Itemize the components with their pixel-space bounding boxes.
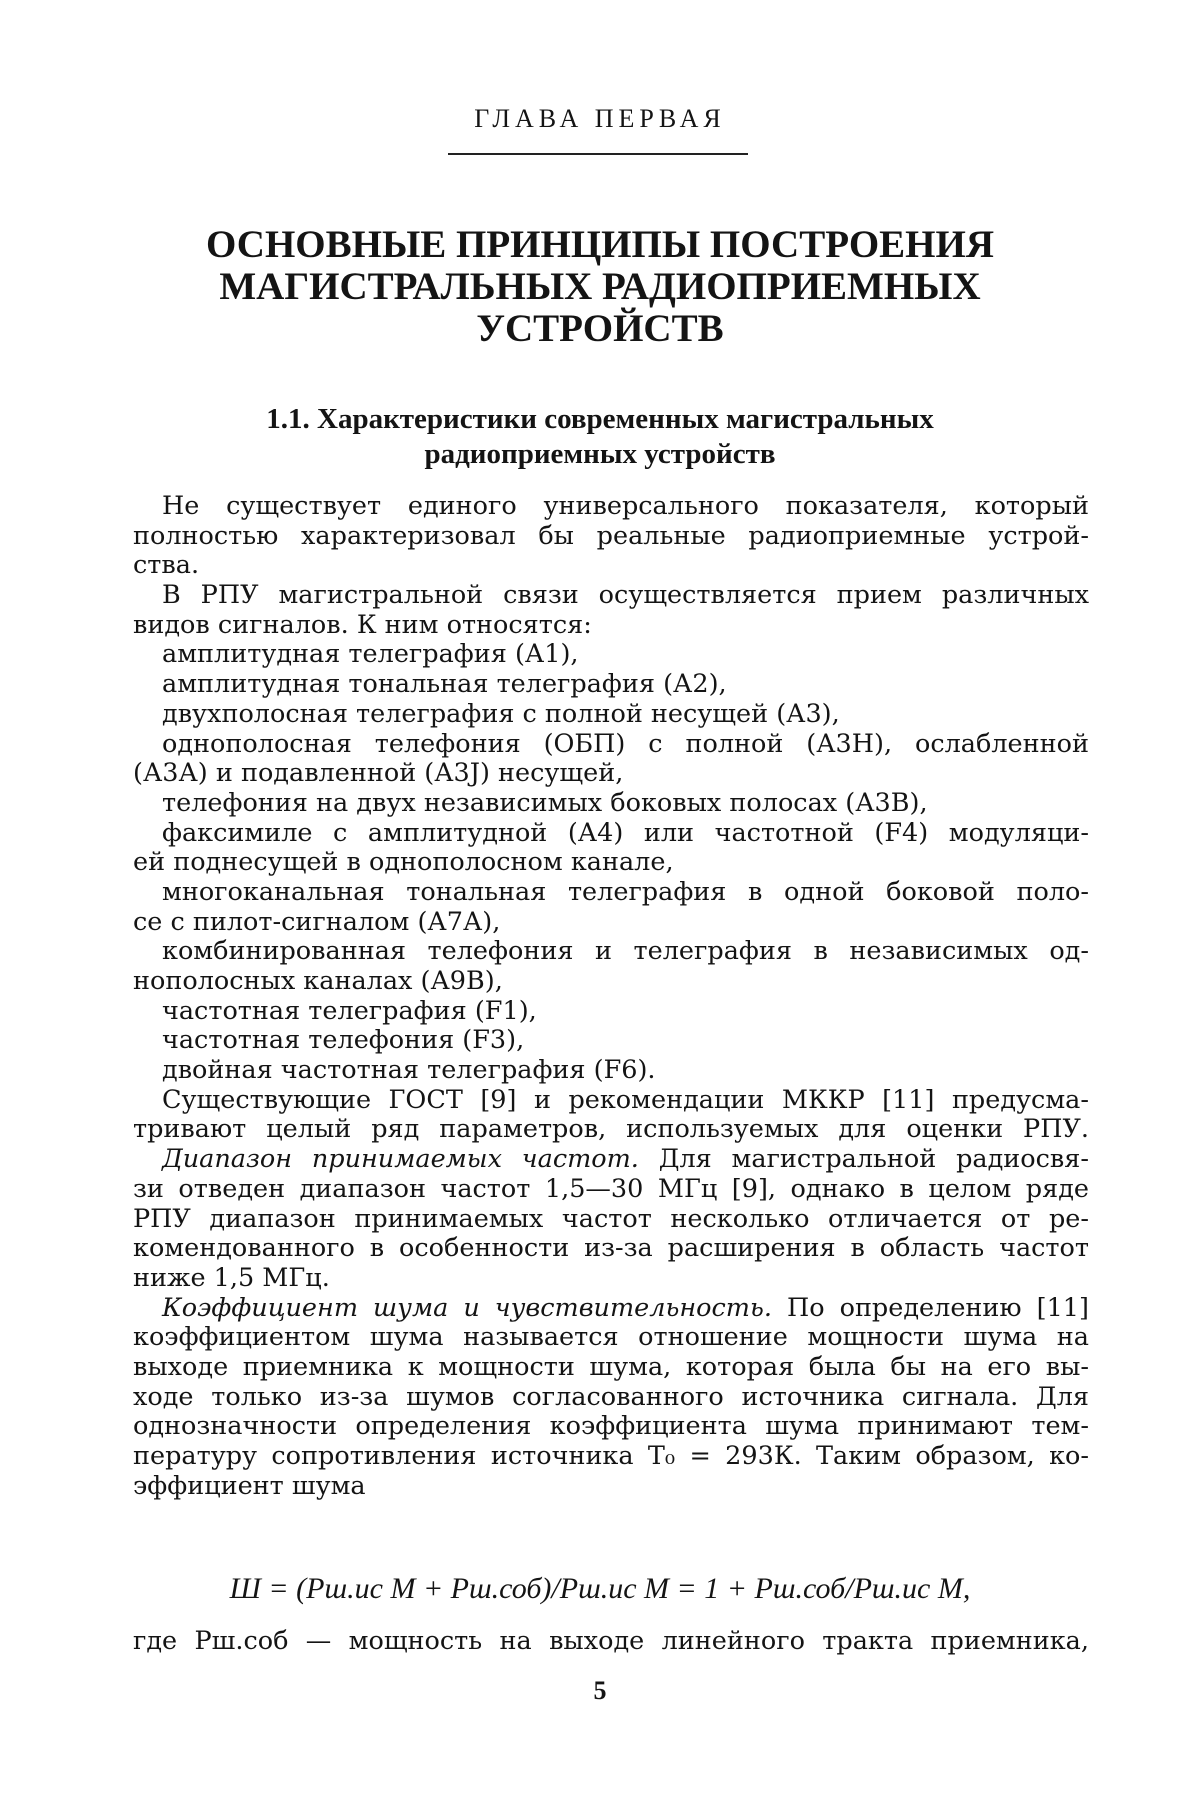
list-item: амплитудная тональная телеграфия (А2),: [133, 670, 1089, 700]
text-line: ства.: [133, 551, 1089, 581]
section-heading-line: радиоприемных устройств: [0, 437, 1200, 472]
text-line: комендованного в особенности из-за расширения в область частот: [133, 1234, 1089, 1264]
text-line: ниже 1,5 МГц.: [133, 1264, 1089, 1294]
list-item: комбинированная телефония и телеграфия в независимых од-: [133, 937, 1089, 967]
chapter-title-line: УСТРОЙСТВ: [0, 308, 1200, 350]
text-line: полностью характеризовал бы реальные радиоприемные устрой-: [133, 522, 1089, 552]
list-item: телефония на двух независимых боковых полосах (А3В),: [133, 789, 1089, 819]
list-item: факсимиле с амплитудной (А4) или частотной (F4) модуляци-: [133, 819, 1089, 849]
text-line: се с пилот-сигналом (А7А),: [133, 908, 1089, 938]
text-line: (А3А) и подавленной (А3J) несущей,: [133, 759, 1089, 789]
text-line: эффициент шума: [133, 1472, 1089, 1502]
text-line: где Pш.соб — мощность на выходе линейного тракта приемника,: [133, 1626, 1089, 1656]
text-line: пературу сопротивления источника T₀ = 293К. Таким образом, ко-: [133, 1442, 1089, 1472]
text-run: Для магистральной радиосвя-: [639, 1144, 1089, 1174]
list-item: двойная частотная телеграфия (F6).: [133, 1056, 1089, 1086]
text-line: ходе только из-за шумов согласованного источника сигнала. Для: [133, 1383, 1089, 1413]
list-item: двухполосная телеграфия с полной несущей (А3),: [133, 700, 1089, 730]
noise-figure-formula: Ш = (Pш.ис M + Pш.соб)/Pш.ис M = 1 + Pш.соб/Pш.ис M,: [0, 1572, 1200, 1606]
list-item: частотная телефония (F3),: [133, 1026, 1089, 1056]
text-line: В РПУ магистральной связи осуществляется прием различных: [133, 581, 1089, 611]
text-line: однозначности определения коэффициента шума принимают тем-: [133, 1412, 1089, 1442]
text-line: нополосных каналах (А9В),: [133, 967, 1089, 997]
text-line: РПУ диапазон принимаемых частот несколько отличается от ре-: [133, 1205, 1089, 1235]
text-line: выходе приемника к мощности шума, которая была бы на его вы-: [133, 1353, 1089, 1383]
text-line: [133, 1145, 1089, 1175]
chapter-title-line: ОСНОВНЫЕ ПРИНЦИПЫ ПОСТРОЕНИЯ: [0, 224, 1200, 266]
text-line: зи отведен диапазон частот 1,5—30 МГц [9], однако в целом ряде: [133, 1175, 1089, 1205]
book-page: [0, 0, 1200, 1800]
text-line: ей поднесущей в однополосном канале,: [133, 848, 1089, 878]
list-item: амплитудная телеграфия (А1),: [133, 640, 1089, 670]
text-line: видов сигналов. К ним относятся:: [133, 611, 1089, 641]
italic-term: Коэффициент шума и чувствительность.: [162, 1293, 772, 1323]
page-number: 5: [0, 1676, 1200, 1706]
body-text: [133, 492, 1089, 1501]
text-line: коэффициентом шума называется отношение мощности шума на: [133, 1323, 1089, 1353]
section-heading: [0, 402, 1200, 472]
section-heading-line: 1.1. Характеристики современных магистральных: [0, 402, 1200, 437]
chapter-title-line: МАГИСТРАЛЬНЫХ РАДИОПРИЕМНЫХ: [0, 266, 1200, 308]
list-item: частотная телеграфия (F1),: [133, 997, 1089, 1027]
text-line: тривают целый ряд параметров, используемых для оценки РПУ.: [133, 1115, 1089, 1145]
text-line: [133, 1294, 1089, 1324]
text-line: Не существует единого универсального показателя, который: [133, 492, 1089, 522]
text-run: По определению [11]: [772, 1293, 1089, 1323]
chapter-underline: [448, 153, 748, 155]
list-item: многоканальная тональная телеграфия в одной боковой поло-: [133, 878, 1089, 908]
chapter-heading: ГЛАВА ПЕРВАЯ: [0, 104, 1200, 134]
chapter-title: [0, 224, 1200, 350]
text-line: Существующие ГОСТ [9] и рекомендации МККР [11] предусма-: [133, 1086, 1089, 1116]
italic-term: Диапазон принимаемых частот.: [162, 1144, 639, 1174]
list-item: однополосная телефония (ОБП) с полной (А3Н), ослабленной: [133, 730, 1089, 760]
